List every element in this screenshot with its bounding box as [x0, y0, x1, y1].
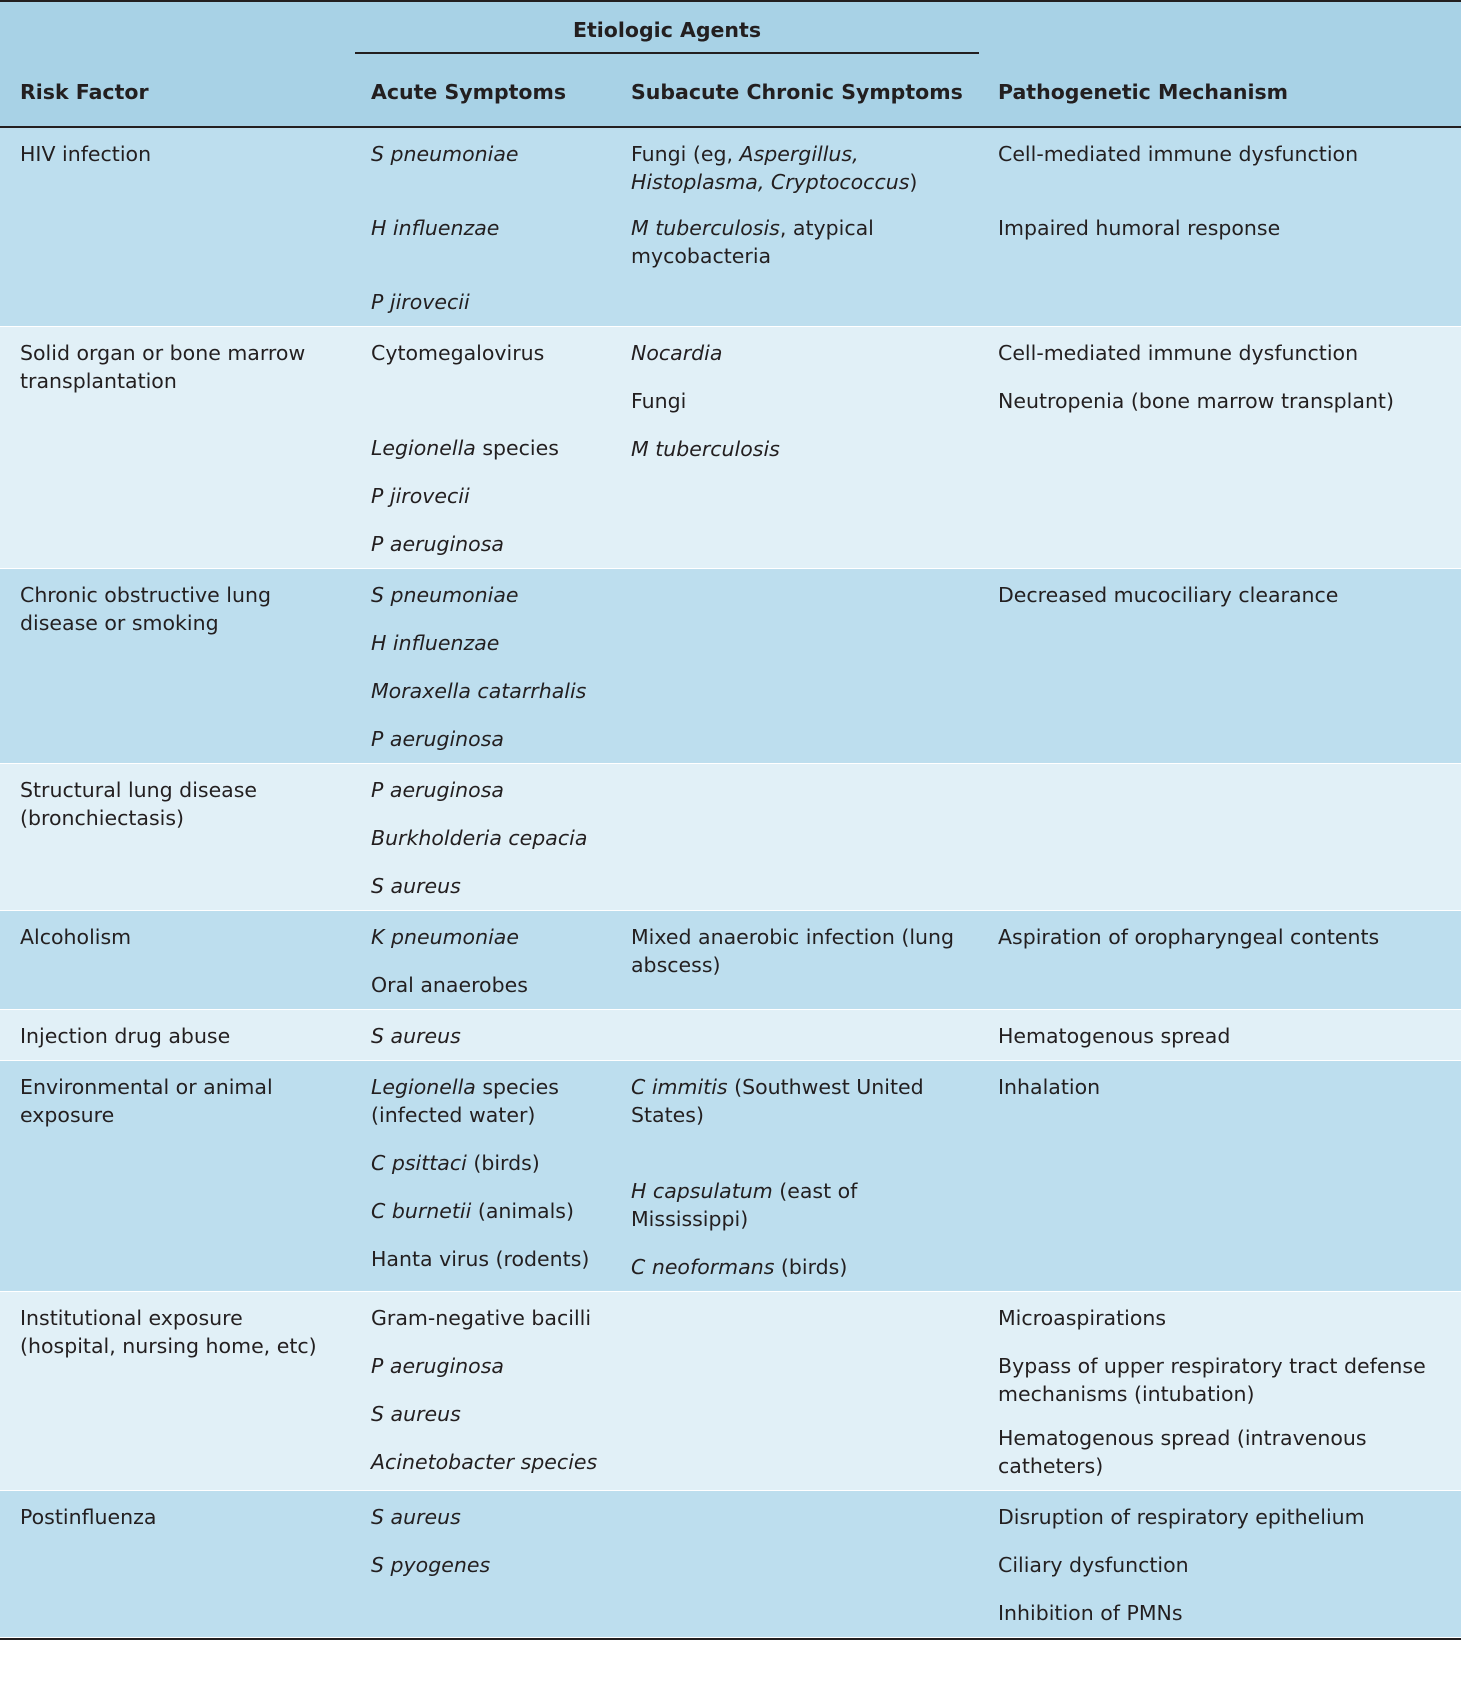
- bottom-rule: [0, 1638, 1461, 1640]
- acute-cell: S aureus S pyogenes: [371, 1505, 491, 1577]
- mechanism-cell: Decreased mucociliary clearance: [998, 583, 1339, 607]
- risk-factor-cell: Environmental or animal exposure: [20, 1075, 273, 1127]
- table-row: [0, 764, 1461, 911]
- acute-symptoms-header: Acute Symptoms: [371, 80, 567, 104]
- table-row: [0, 1491, 1461, 1638]
- subacute-cell: [611, 569, 978, 764]
- subacute-cell: Fungi (eg, Aspergillus, Histoplasma, Cryptococcus) M tuberculosis, atypical mycobacteria: [631, 142, 918, 268]
- mechanism-header: Pathogenetic Mechanism: [998, 80, 1289, 104]
- risk-factor-table: [0, 2, 1461, 1638]
- subacute-cell: Nocardia Fungi M tuberculosis: [631, 341, 780, 461]
- subacute-cell: [611, 1491, 978, 1638]
- acute-cell: S aureus: [371, 1024, 461, 1048]
- table-row: [0, 1010, 1461, 1061]
- mechanism-cell: Cell-mediated immune dysfunction Neutropenia (bone marrow transplant): [998, 341, 1394, 413]
- risk-factor-cell: Alcoholism: [20, 925, 132, 949]
- etiologic-agents-header: Etiologic Agents: [351, 2, 978, 70]
- acute-cell: Legionella species (infected water) C psittaci (birds) C burnetii (animals) Hanta virus (rodents): [371, 1075, 590, 1271]
- subacute-cell: Mixed anaerobic infection (lung abscess): [631, 925, 955, 977]
- mechanism-cell: [978, 764, 1461, 911]
- subacute-cell: [611, 1292, 978, 1491]
- risk-factor-cell: Postinfluenza: [20, 1505, 157, 1529]
- acute-cell: Cytomegalovirus Legionella species P jirovecii P aeruginosa: [371, 341, 559, 556]
- subacute-cell: [611, 1010, 978, 1061]
- table-row: [0, 327, 1461, 569]
- risk-factor-cell: HIV infection: [20, 142, 152, 166]
- table-row: [0, 1292, 1461, 1491]
- mechanism-cell: Inhalation: [998, 1075, 1101, 1099]
- acute-cell: P aeruginosa Burkholderia cepacia S aureus: [371, 778, 588, 898]
- acute-cell: Gram-negative bacilli P aeruginosa S aureus Acinetobacter species: [371, 1306, 598, 1474]
- acute-cell: K pneumoniae Oral anaerobes: [371, 925, 528, 997]
- acute-cell: S pneumoniae H influenzae Moraxella catarrhalis P aeruginosa: [371, 583, 587, 751]
- mechanism-cell: Cell-mediated immune dysfunction Impaired humoral response: [998, 142, 1359, 240]
- risk-factor-cell: Solid organ or bone marrow transplantation: [20, 341, 306, 393]
- acute-cell: S pneumoniae H influenzae P jirovecii: [371, 142, 519, 314]
- risk-factor-cell: Institutional exposure (hospital, nursing home, etc): [20, 1306, 317, 1358]
- header-row: [0, 70, 1461, 127]
- mechanism-cell: Aspiration of oropharyngeal contents: [998, 925, 1380, 949]
- table-row: [0, 1061, 1461, 1292]
- table-row: [0, 127, 1461, 327]
- risk-factor-cell: Structural lung disease (bronchiectasis): [20, 778, 258, 830]
- subacute-cell: C immitis (Southwest United States) H capsulatum (east of Mississippi) C neoformans (birds): [631, 1075, 924, 1279]
- table-row: [0, 911, 1461, 1010]
- mechanism-cell: Hematogenous spread: [998, 1024, 1231, 1048]
- subacute-symptoms-header: Subacute Chronic Symptoms: [631, 80, 963, 104]
- mechanism-cell: Disruption of respiratory epithelium Ciliary dysfunction Inhibition of PMNs: [998, 1505, 1365, 1625]
- table-row: [0, 569, 1461, 764]
- risk-factor-cell: Injection drug abuse: [20, 1024, 231, 1048]
- header-group-row: [0, 2, 1461, 70]
- subacute-cell: [611, 764, 978, 911]
- risk-factor-cell: Chronic obstructive lung disease or smoking: [20, 583, 271, 635]
- mechanism-cell: Microaspirations Bypass of upper respiratory tract defense mechanisms (intubation) Hematogenous spread (intravenous catheters): [998, 1306, 1426, 1478]
- risk-factor-header: Risk Factor: [20, 80, 149, 104]
